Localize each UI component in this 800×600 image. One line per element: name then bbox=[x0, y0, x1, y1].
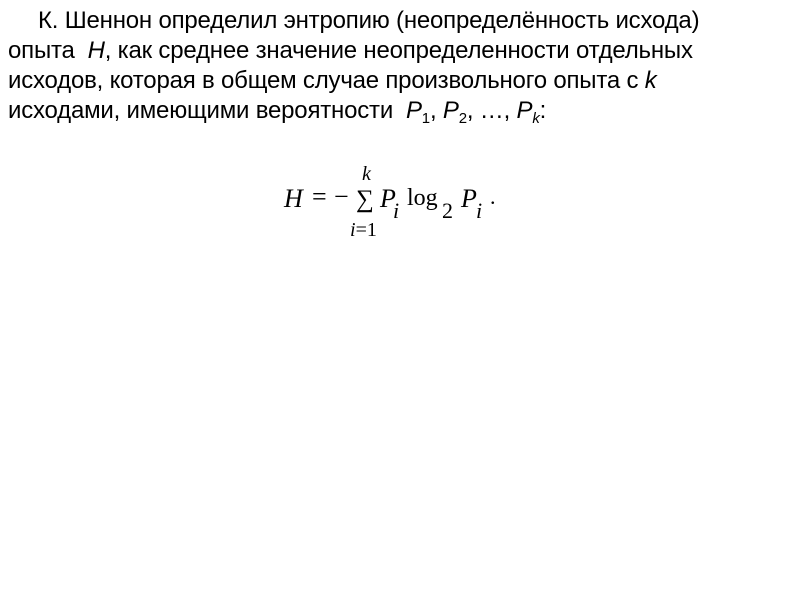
formula-log-base: 2 bbox=[442, 198, 453, 223]
sum-upper-limit: k bbox=[362, 163, 371, 185]
prob-P1-letter: P bbox=[405, 97, 422, 124]
line2-text-b: , как среднее значение неопределенности отдельных bbox=[104, 37, 693, 64]
outcome-count-k: k bbox=[644, 67, 657, 94]
formula-lhs-H: H bbox=[284, 184, 303, 213]
summation-sign: ∑ bbox=[356, 186, 374, 213]
formula-probability-index: i bbox=[393, 198, 400, 223]
formula-log: log bbox=[407, 185, 438, 211]
prob-P1-subscript: 1 bbox=[421, 110, 430, 127]
paragraph-line-4 bbox=[8, 96, 793, 126]
prob-P2-letter: P bbox=[442, 97, 459, 124]
line4-colon: : bbox=[539, 97, 547, 124]
entropy-definition-paragraph bbox=[8, 6, 793, 126]
prob-Pk-subscript: k bbox=[532, 110, 540, 127]
sum-index-start: =1 bbox=[355, 219, 377, 241]
paragraph-line-3 bbox=[8, 66, 793, 96]
experiment-symbol-H: H bbox=[87, 37, 105, 64]
line1-text: К. Шеннон определил энтропию (неопределённость исхода) bbox=[38, 7, 700, 34]
separator-1: , bbox=[429, 97, 443, 124]
entropy-formula bbox=[280, 160, 540, 250]
separator-ellipsis: , …, bbox=[466, 97, 517, 124]
formula-period: . bbox=[490, 184, 496, 209]
sum-lower-limit bbox=[350, 220, 377, 240]
formula-equals-sign: = bbox=[312, 182, 327, 211]
prob-P2-subscript: 2 bbox=[458, 110, 467, 127]
line3-text-a: исходов, которая в общем случае произвольного опыта с bbox=[8, 67, 639, 94]
formula-log-argument-index: i bbox=[476, 198, 483, 223]
paragraph-line-1 bbox=[8, 6, 793, 36]
formula-minus-sign: − bbox=[334, 182, 349, 211]
line4-text-a: исходами, имеющими вероятности bbox=[8, 97, 394, 124]
line2-text-a: опыта bbox=[8, 37, 75, 64]
formula-probability-P: P bbox=[380, 184, 396, 213]
sum-index-variable: i bbox=[350, 219, 356, 241]
prob-Pk-letter: P bbox=[516, 97, 533, 124]
formula-log-argument-P: P bbox=[461, 184, 477, 213]
paragraph-line-2 bbox=[8, 36, 793, 66]
